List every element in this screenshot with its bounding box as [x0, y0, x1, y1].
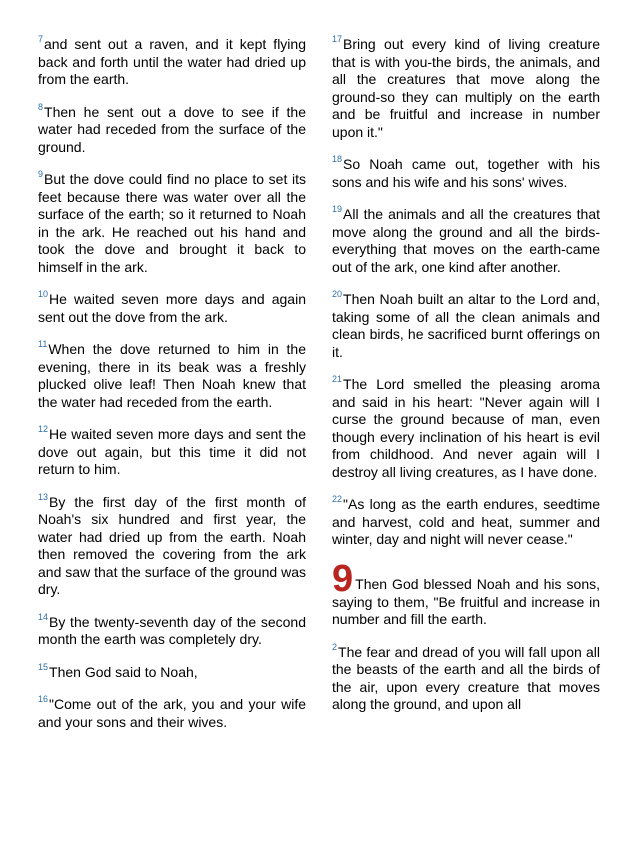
chapter-number: 9	[332, 557, 354, 600]
verse	[38, 36, 306, 89]
verse	[38, 101, 306, 157]
verse-number: 12	[38, 424, 49, 434]
verse-number: 7	[38, 34, 44, 44]
verse-number: 14	[38, 611, 49, 622]
right-column	[332, 36, 600, 729]
verse-text: The fear and dread of you will fall upon all the beasts of the earth and all the birds of the air, upon every creature that moves along the ground, and upon all	[332, 643, 600, 712]
verse	[38, 661, 306, 682]
verse-text: By the twenty-seventh day of the second month the earth was completely dry.	[38, 613, 306, 647]
verse-number: 18	[332, 154, 343, 164]
left-column	[38, 36, 306, 746]
verse-number: 15	[38, 661, 49, 672]
verse	[38, 696, 306, 731]
verse-text: All the animals and all the creatures that move along the ground and all the birds-everything that moves on the earth-came out of the ark, one kind after another.	[332, 206, 600, 275]
verse	[332, 156, 600, 191]
verse-text: Then he sent out a dove to see if the water had receded from the surface of the ground.	[38, 103, 306, 155]
verse	[332, 36, 600, 141]
verse	[38, 171, 306, 276]
verse-number: 11	[38, 339, 48, 349]
verse-text: Then Noah built an altar to the Lord and, taking some of all the clean animals and clean birds, he sacrificed burnt offerings on it.	[332, 291, 600, 360]
verse-number: 10	[38, 289, 49, 299]
verse-text: Bring out every kind of living creature that is with you-the birds, the animals, and all the creatures that move along the ground-so they can multiply on the earth and be fruitful and increase in number upon it."	[332, 36, 600, 140]
verse-text: He waited seven more days and again sent out the dove from the ark.	[38, 291, 306, 325]
verse	[332, 496, 600, 549]
verse-text: "As long as the earth endures, seedtime and harvest, cold and heat, summer and winter, day and night will never cease."	[332, 496, 600, 547]
verse-text: Then God blessed Noah and his sons, saying to them, "Be fruitful and increase in number and fill the earth.	[332, 575, 600, 627]
verse	[38, 291, 306, 326]
verse-number: 17	[332, 34, 343, 44]
verse-number: 19	[332, 204, 343, 214]
verse-text: When the dove returned to him in the evening, there in its beak was a freshly plucked olive leaf! Then Noah knew that the water had receded from the earth.	[38, 341, 306, 410]
verse-number: 2	[332, 641, 338, 652]
verse	[38, 611, 306, 649]
verse	[332, 206, 600, 276]
verse	[332, 291, 600, 361]
verse-text: and sent out a raven, and it kept flying back and forth until the water had dried up from the earth.	[38, 36, 306, 87]
chapter-verse	[332, 557, 600, 629]
verse-number: 8	[38, 101, 44, 112]
verse-number: 9	[38, 169, 44, 179]
verse	[38, 491, 306, 599]
verse-text: Then God said to Noah,	[49, 663, 198, 680]
verse-number: 21	[332, 374, 343, 384]
verse-text: The Lord smelled the pleasing aroma and said in his heart: "Never again will I curse the ground because of man, even though every inclination of his heart is evil from childhood. And never again will I destroy all living creatures, as I have done.	[332, 376, 600, 480]
verse	[332, 641, 600, 714]
verse-number: 20	[332, 289, 343, 299]
verse	[38, 426, 306, 479]
verse-number: 22	[332, 494, 343, 504]
verse-number: 13	[38, 491, 49, 502]
verse-text: By the first day of the first month of Noah's six hundred and first year, the water had dried up from the earth. Noah then removed the covering from the ark and saw that the surface of the ground was dry.	[38, 493, 306, 597]
verse	[38, 341, 306, 411]
verse-text: But the dove could find no place to set its feet because there was water over all the surface of the earth; so it returned to Noah in the ark. He reached out his hand and took the dove and brought it back to himself in the ark.	[38, 171, 306, 275]
verse-text: He waited seven more days and sent the dove out again, but this time it did not return to him.	[38, 426, 306, 477]
verse-number: 16	[38, 694, 49, 704]
verse	[332, 376, 600, 481]
verse-text: "Come out of the ark, you and your wife and your sons and their wives.	[38, 696, 306, 730]
verse-text: So Noah came out, together with his sons and his wife and his sons' wives.	[332, 156, 600, 190]
